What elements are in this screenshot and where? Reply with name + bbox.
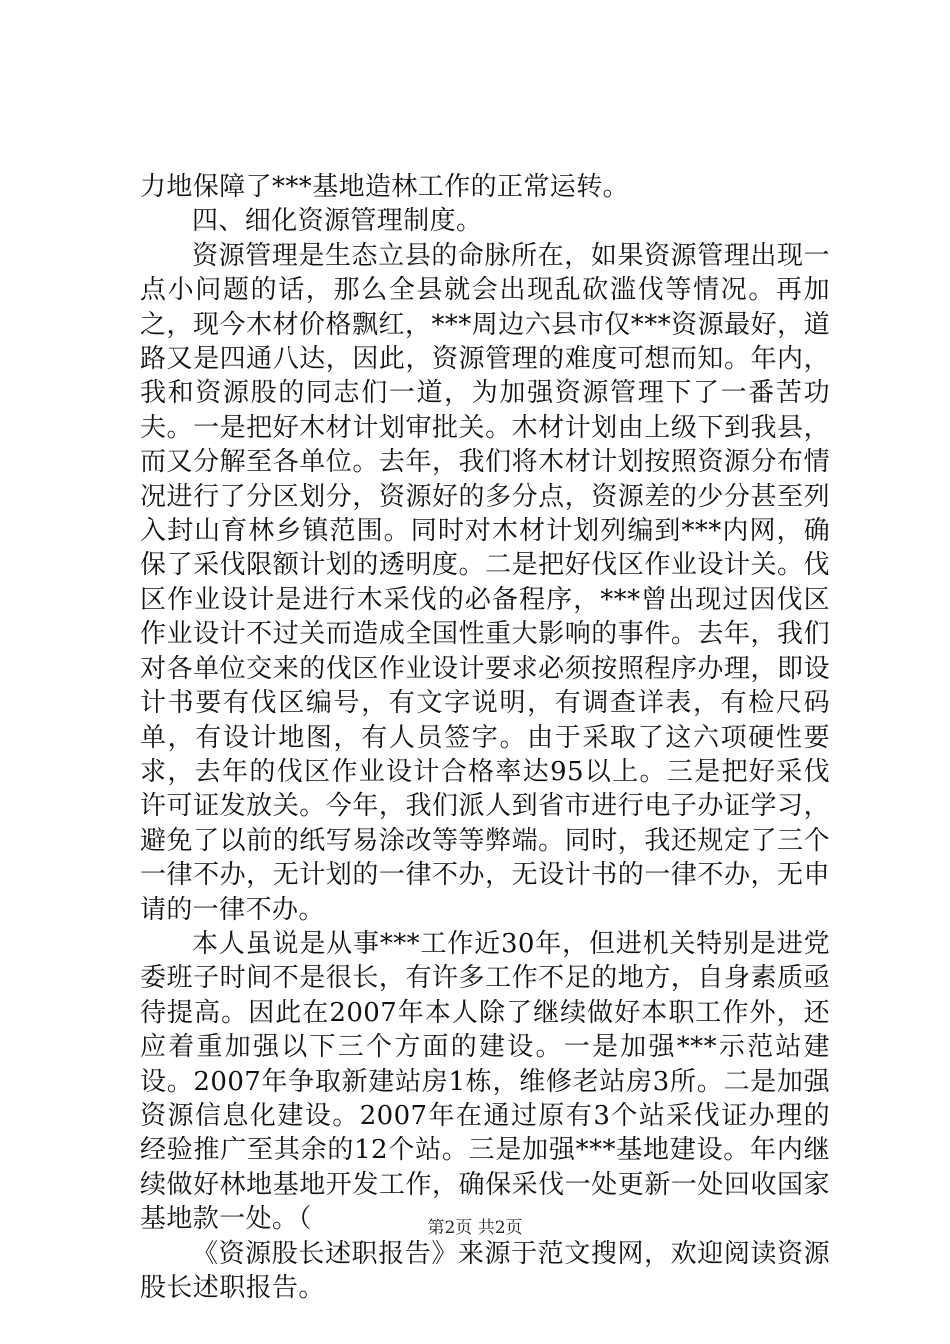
section-heading: 四、细化资源管理制度。: [192, 206, 483, 237]
page-number-footer: 第2页 共2页: [427, 1218, 523, 1238]
paragraph-self-assessment: 本人虽说是从事***工作近30年，但进机关特别是进党委班子时间不是很长，有许多工作不足的地方，自身素质亟待提高。因此在2007年本人除了继续做好本职工作外，还应着重加强以下三个方面的建设。一是加强***示范站建设。2007年争取新建站房1栋，维修老站房3所。二是加强资源信息化建设。2007年在通过原有3个站采伐证办理的经验推广至其余的12个站。三是加强***基地建设。年内继续做好林地基地开发工作，确保采伐一处更新一处回收国家基地款一处。（: [140, 928, 830, 1235]
document-body: [140, 170, 830, 1305]
paragraph-continuation: 力地保障了***基地造林工作的正常运转。: [140, 172, 630, 202]
paragraph-source-note: 《资源股长述职报告》来源于范文搜网，欢迎阅读资源股长述职报告。: [140, 1238, 830, 1303]
paragraph-resource-management: 资源管理是生态立县的命脉所在，如果资源管理出现一点小问题的话，那么全县就会出现乱砍滥伐等情况。再加之，现今木材价格飘红，***周边六县市仅***资源最好，道路又是四通八达，因此，资源管理的难度可想而知。年内，我和资源股的同志们一道，为加强资源管理下了一番苦功夫。一是把好木材计划审批关。木材计划由上级下到我县，而又分解至各单位。去年，我们将木材计划按照资源分布情况进行了分区划分，资源好的多分点，资源差的少分甚至列入封山育林乡镇范围。同时对木材计划列编到***内网，确保了采伐限额计划的透明度。二是把好伐区作业设计关。伐区作业设计是进行木采伐的必备程序，***曾出现过因伐区作业设计不过关而造成全国性重大影响的事件。去年，我们对各单位交来的伐区作业设计要求必须按照程序办理，即设计书要有伐区编号，有文字说明，有调查详表，有检尺码单，有设计地图，有人员签字。由于采取了这六项硬性要求，去年的伐区作业设计合格率达95以上。三是把好采伐许可证发放关。今年，我们派人到省市进行电子办证学习，避免了以前的纸写易涂改等等弊端。同时，我还规定了三个一律不办，无计划的一律不办，无设计书的一律不办，无申请的一律不办。: [140, 240, 830, 925]
